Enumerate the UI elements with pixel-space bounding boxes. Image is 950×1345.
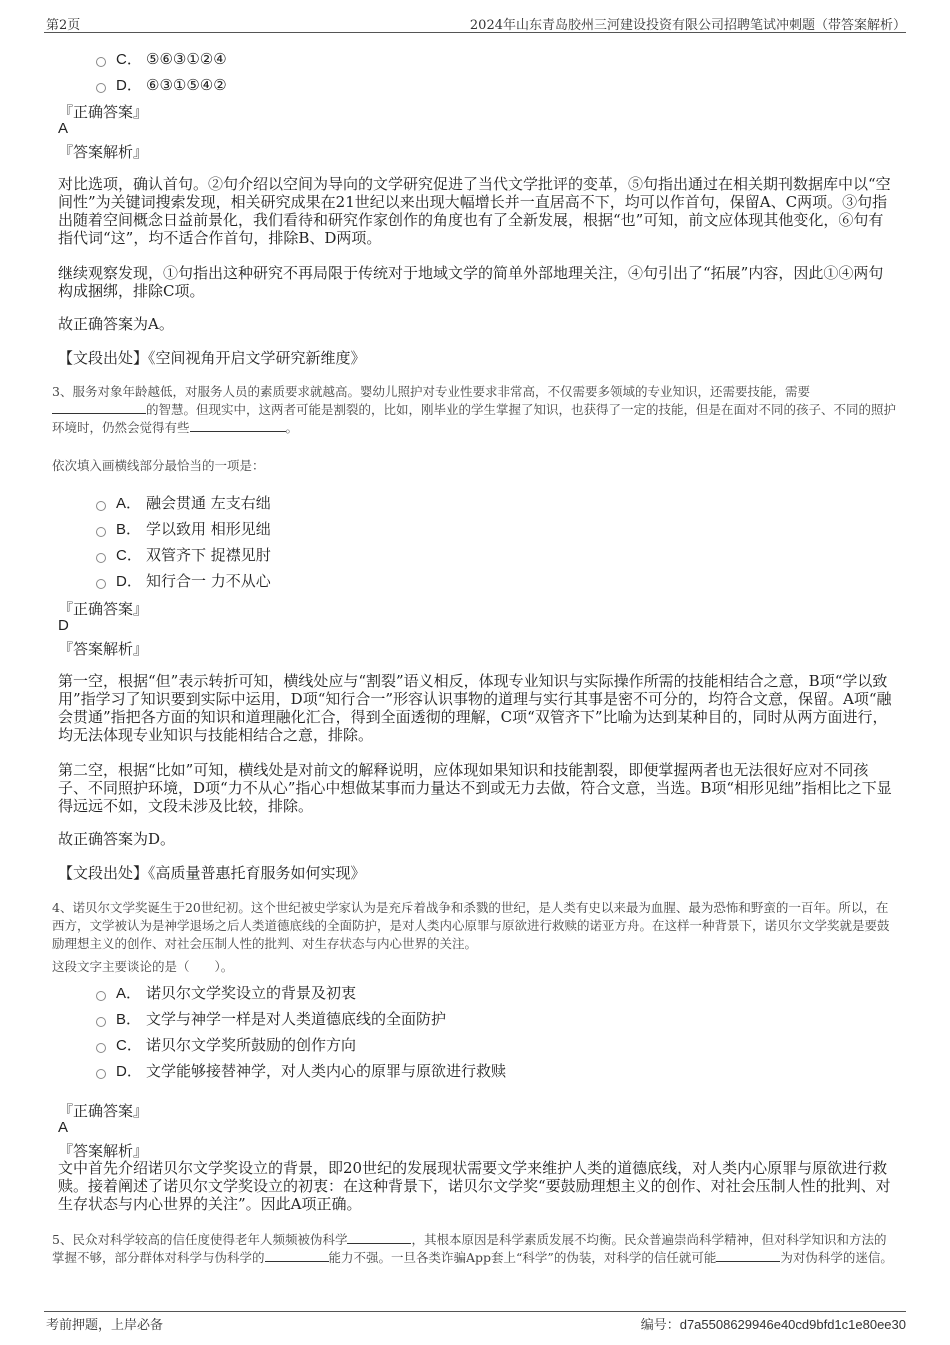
q4-prompt: 这段文字主要谈论的是（ ）。 <box>52 959 234 974</box>
q5-blank-2 <box>265 1249 329 1262</box>
radio-icon[interactable] <box>96 1017 106 1027</box>
header-divider <box>44 32 906 33</box>
option-letter: B． <box>116 1011 142 1028</box>
q4-stem: 4、诺贝尔文学奖诞生于20世纪初。这个世纪被史学家认为是充斥着战争和杀戮的世纪，是人类有史以来最为血腥、最为恐怖和野蛮的一百年。所以，在西方，文学被认为是神学退场之后人类道德底线的全面防护，是对人类内心原罪与原欲进行救赎的诺亚方舟。在这样一种背景下，诺贝尔文学奖就是要鼓励理想主义的创作、对社会压制人性的批判、对生存状态与内心世界的关注。 <box>52 900 890 951</box>
q4-option-c[interactable] <box>96 1034 356 1055</box>
document-code <box>641 1314 906 1333</box>
q4-analysis: 文中首先介绍诺贝尔文学奖设立的背景，即20世纪的发展现状需要文学来维护人类的道德底线，对人类内心原罪与原欲进行救赎。接着阐述了诺贝尔文学奖设立的初衷：在这种背景下，诺贝尔文学奖“要鼓励理想主义的创作、对社会压制人性的批判、对生存状态与内心世界的关注”。因此A项正确。 <box>58 1159 891 1213</box>
radio-icon[interactable] <box>96 553 106 563</box>
radio-icon[interactable] <box>96 1069 106 1079</box>
option-letter: C． <box>116 1037 142 1054</box>
option-text: 双管齐下 捉襟见肘 <box>146 546 271 564</box>
q2-analysis-p1: 对比选项，确认首句。②句介绍以空间为导向的文学研究促进了当代文学批评的变革，⑤句指出通过在相关期刊数据库中以“空间性”为关键词搜索发现，相关研究成果在21世纪以来出现大幅增长并一直居高不下，均可以作首句，保留A、C两项。③句指出随着空间概念日益前景化，我们看待和研究作家创作的角度也有了全新发展，根据“也”可知，前文应体现其他变化，⑥句有指代词“这”，均不适合作首句，排除B、D两项。 <box>58 175 891 247</box>
option-text: 文学与神学一样是对人类道德底线的全面防护 <box>146 1010 447 1028</box>
q5-stem-part2: ，其根本原因是科学素质发展不均衡。民众普遍崇尚科学精神，但对科学知识和方法的掌握不够，部分群体对科学与伪科学的 <box>52 1232 887 1265</box>
q3-stem <box>52 383 898 437</box>
q3-blank-1 <box>52 401 146 414</box>
q3-analysis-p1: 第一空，根据“但”表示转折可知，横线处应与“割裂”语义相反，体现专业知识与实际操作所需的技能相结合之意，B项“学以致用”指学习了知识要到实际中运用，D项“知行合一”形容认识事物的道理与实行其事是密不可分的，均符合文意，保留。A项“融会贯通”指把各方面的知识和道理融化汇合，得到全面透彻的理解，C项“双管齐下”比喻为达到某种目的，同时从两方面进行，均无法体现专业知识与技能相结合之意，排除。 <box>58 672 892 744</box>
q4-answer-label: 『正确答案』 <box>58 1102 149 1120</box>
q2-option-c[interactable] <box>96 48 227 69</box>
q2-analysis-p3: 故正确答案为A。 <box>58 315 174 333</box>
q5-stem-part3: 能力不强。一旦各类诈骗App套上“科学”的伪装，对科学的信任就可能 <box>328 1250 717 1265</box>
q5-blank-3 <box>716 1249 780 1262</box>
footer-divider <box>44 1311 906 1312</box>
option-letter: C． <box>116 547 142 564</box>
q3-analysis-p3: 故正确答案为D。 <box>58 830 176 848</box>
q5-stem-part1: 5、民众对科学较高的信任度使得老年人频频被伪科学 <box>52 1232 348 1247</box>
q5-stem-part4: 为对伪科学的迷信。 <box>780 1250 893 1265</box>
q3-option-d[interactable] <box>96 570 271 591</box>
q4-option-b[interactable] <box>96 1008 446 1029</box>
option-letter: A． <box>116 985 142 1002</box>
option-text: 融会贯通 左支右绌 <box>146 494 271 512</box>
q3-blank-2 <box>190 419 286 432</box>
q4-option-a[interactable] <box>96 982 356 1003</box>
q3-stem-part3: 。 <box>285 420 299 435</box>
option-letter: B． <box>116 521 142 538</box>
radio-icon[interactable] <box>96 579 106 589</box>
q3-prompt: 依次填入画横线部分最恰当的一项是： <box>52 458 265 473</box>
radio-icon[interactable] <box>96 527 106 537</box>
q2-analysis-p2: 继续观察发现，①句指出这种研究不再局限于传统对于地域文学的简单外部地理关注，④句引出了“拓展”内容，因此①④两句构成捆绑，排除C项。 <box>58 264 884 300</box>
option-letter: D． <box>116 77 142 94</box>
q3-answer: D <box>58 617 69 634</box>
q4-option-d[interactable] <box>96 1060 506 1081</box>
q4-analysis-label: 『答案解析』 <box>58 1142 149 1160</box>
document-title: 2024年山东青岛胶州三河建设投资有限公司招聘笔试冲刺题（带答案解析） <box>469 18 906 33</box>
radio-icon[interactable] <box>96 991 106 1001</box>
q3-analysis-label: 『答案解析』 <box>58 640 149 658</box>
radio-icon[interactable] <box>96 1043 106 1053</box>
q2-answer-label: 『正确答案』 <box>58 103 149 121</box>
option-text: ⑤⑥③①②④ <box>146 49 227 68</box>
q3-stem-part2: 的智慧。但现实中，这两者可能是割裂的，比如，刚毕业的学生掌握了知识，也获得了一定的技能，但是在面对不同的孩子、不同的照护环境时，仍然会觉得有些 <box>52 402 897 435</box>
option-text: 诺贝尔文学奖所鼓励的创作方向 <box>146 1036 357 1054</box>
radio-icon[interactable] <box>96 501 106 511</box>
radio-icon[interactable] <box>96 57 106 67</box>
q2-source: 【文段出处】《空间视角开启文学研究新维度》 <box>58 349 366 367</box>
document-code-label: 编号： <box>640 1318 680 1333</box>
q3-option-a[interactable] <box>96 492 271 513</box>
q3-option-b[interactable] <box>96 518 271 539</box>
q2-answer: A <box>58 120 69 137</box>
option-letter: D． <box>116 1063 142 1080</box>
q2-option-d[interactable] <box>96 74 227 95</box>
option-text: 诺贝尔文学奖设立的背景及初衷 <box>146 984 357 1002</box>
page-number: 第2页 <box>46 18 81 33</box>
option-letter: D． <box>116 573 142 590</box>
document-code-value: d7a5508629946e40cd9bfd1c1e80ee30 <box>679 1317 906 1332</box>
q3-source: 【文段出处】《高质量普惠托育服务如何实现》 <box>58 864 366 882</box>
footer-slogan: 考前押题，上岸必备 <box>46 1318 164 1333</box>
q5-stem <box>52 1231 898 1267</box>
option-letter: A． <box>116 495 142 512</box>
q3-answer-label: 『正确答案』 <box>58 600 149 618</box>
option-text: ⑥③①⑤④② <box>146 75 227 94</box>
q2-analysis-label: 『答案解析』 <box>58 143 149 161</box>
q4-answer: A <box>58 1119 69 1136</box>
option-letter: C． <box>116 51 142 68</box>
option-text: 文学能够接替神学，对人类内心的原罪与原欲进行救赎 <box>146 1062 507 1080</box>
option-text: 知行合一 力不从心 <box>146 572 271 590</box>
q3-analysis-p2: 第二空，根据“比如”可知，横线处是对前文的解释说明，应体现如果知识和技能割裂，即便掌握两者也无法很好应对不同孩子、不同照护环境，D项“力不从心”指心中想做某事而力量达不到或无力去做，符合文意，当选。B项“相形见绌”指相比之下显得远远不如，文段未涉及比较，排除。 <box>58 761 892 815</box>
radio-icon[interactable] <box>96 83 106 93</box>
q3-stem-part1: 3、服务对象年龄越低，对服务人员的素质要求就越高。婴幼儿照护对专业性要求非常高，不仅需要多领域的专业知识，还需要技能，需要 <box>52 384 810 399</box>
q5-blank-1 <box>347 1231 411 1244</box>
option-text: 学以致用 相形见绌 <box>146 520 271 538</box>
q3-option-c[interactable] <box>96 544 271 565</box>
